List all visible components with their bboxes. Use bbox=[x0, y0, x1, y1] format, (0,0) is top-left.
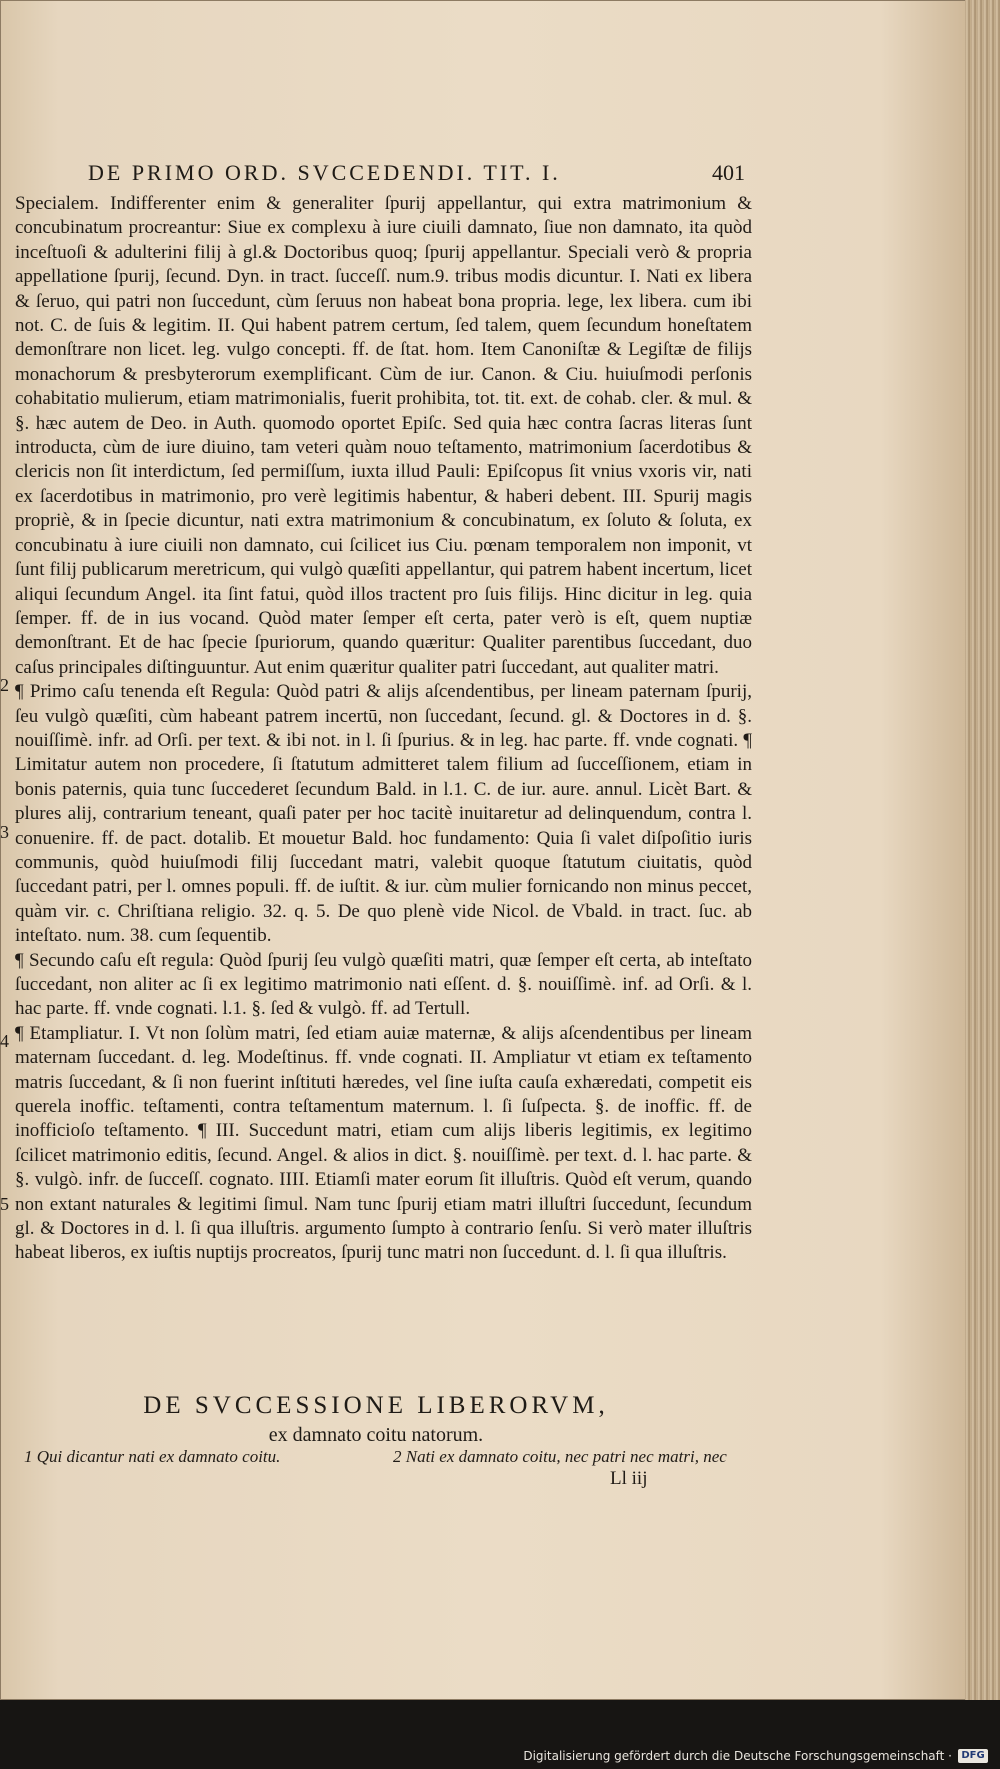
section-title: DE SVCCESSIONE LIBERORVM, bbox=[143, 1392, 609, 1419]
paragraph-3: ¶ Secundo caſu eſt regula: Quòd ſpurij ſeu vulgò quæſiti matri, quæ ſemper eſt certa, ab inteſtato ſuccedant, non aliter ac ſi ex legitimo matrimonio nati eſſent. d. §. nouiſſimè. inf. ad Orſi. & l. hac parte. ff. vnde cognati. l.1. §. ſed & vulgò. ff. ad Tertull. bbox=[15, 949, 752, 1020]
paragraph-1: Specialem. Indifferenter enim & generaliter ſpurij appellantur, qui extra matrimonium & concubinatum procreantur: Siue ex complexu à iure ciuili damnato, ſiue non damnato, ita quòd inceſtuoſi & adulterini filij à gl.& Doctoribus quoq; ſpurij appellantur. Speciali verò & propria appellatione ſpurij, ſecund. Dyn. in tract. ſucceſſ. num.9. tribus modis dicuntur. I. Nati ex libera & ſeruo, qui patri non ſuccedunt, cùm ſeruus non habeat bona propria. lege, lex libera. cum ibi not. C. de ſuis & legitim. II. Qui habent patrem certum, ſed talem, quem ſecundum honeſtatem demonſtrare non licet. leg. vulgo concepti. ff. de ſtat. hom. Item Canoniſtæ & Legiſtæ de filijs monachorum & presbyterorum exemplificant. Cùm de iur. Canon. & Ciu. huiuſmodi perſonis cohabitatio mulierum, etiam matrimonialis, fuerit prohibita, tot. tit. ext. de cohab. cler. & mul. & §. hæc autem de Deo. in Auth. quomodo oportet Epiſc. Sed quia hæc contra ſacras literas ſunt introducta, cùm de iure diuino, tam veteri quàm nouo teſtamento, matrimonium ſacerdotibus & clericis non ſit interdictum, ſed permiſſum, iuxta illud Pauli: Epiſcopus ſit vnius vxoris vir, nati ex ſacerdotibus in matrimonio, pro verè legitimis habentur, & haberi debent. III. Spurij magis propriè, & in ſpecie dicuntur, nati extra matrimonium & concubinatum, ex ſoluto & ſoluta, ex concubinatu à iure ciuili non damnato, cui ſcilicet ius Ciu. pœnam temporalem non imponit, vt ſunt filij publicarum meretricum, qui vulgò quæſiti appellantur, qui patrem habent incertum, licet aliqui ſecundum Angel. ita ſint fatui, quòd illos tractent pro ſuis filijs. Hinc dicitur in leg. quia ſemper. ff. de in ius vocand. Quòd mater ſemper eſt certa, pater verò is eſt, quem nuptiæ demonſtrant. Et de hac ſpecie ſpuriorum, quando quæritur: Qualiter parentibus ſuccedant, duo caſus principales diſtinguuntur. Aut enim quæritur qualiter patri ſuccedant, aut qualiter matri. bbox=[15, 193, 752, 678]
summary-item-2-number: 2 bbox=[393, 1447, 402, 1466]
section-heading bbox=[86, 1392, 666, 1447]
signature-mark: Ll iij bbox=[610, 1468, 648, 1489]
paragraph-2: ¶ Primo caſu tenenda eſt Regula: Quòd patri & alijs aſcendentibus, per lineam paternam ſpurij, ſeu vulgò quæſiti, cùm habeant patrem incertū, non ſuccedant, ſecund. gl. & Doctores in d. §. nouiſſimè. infr. ad Orſi. per text. & ibi not. in l. ſi ſpurius. & in leg. hac parte. ff. vnde cognati. ¶ Limitatur autem non procedere, ſi ſtatutum admitteret talem filium ad ſucceſſionem, etiam in bonis paternis, quia tunc ſuccederet ſecundum Bald. in l.1. C. de iur. aure. annul. Licèt Bart. & plures alij, contrarium teneant, quaſi pater per hoc tacitè inuitaretur ad delinquendum, contra l. conuenire. ff. de pact. dotalib. Et mouetur Bald. hoc fundamento: Quia ſi valet diſpoſitio iuris communis, quòd huiuſmodi filij ſuccedant matri, valebit quoque ſtatutum ciuitatis, quòd ſuccedant patri, per l. omnes populi. ff. de iuſtit. & iur. cùm mulier fornicando non minus peccet, quàm vir. c. Chriſtiana religio. 32. q. 5. De quo plenè vide Nicol. de Vbald. in tract. ſuc. ab inteſtato. num. 38. cum ſequentib. bbox=[15, 681, 752, 947]
scan-footer bbox=[0, 1700, 1000, 1769]
margin-number-3: 3 bbox=[0, 822, 9, 842]
margin-number-4: 4 bbox=[0, 1031, 9, 1051]
page-edge-stack bbox=[965, 0, 1000, 1700]
page-number: 401 bbox=[712, 160, 745, 185]
margin-number-5: 5 bbox=[0, 1194, 9, 1214]
body-text bbox=[15, 192, 752, 1266]
section-subtitle: ex damnato coitu natorum. bbox=[268, 1424, 484, 1446]
paragraph-4: ¶ Etampliatur. I. Vt non ſolùm matri, ſed etiam auiæ maternæ, & alijs aſcendentibus per lineam maternam ſuccedant. d. leg. Modeſtinus. ff. vnde cognati. II. Ampliatur vt etiam ex teſtamento matris ſuccedant, & ſi non fuerint inſtituti hæredes, vel ſine iuſta cauſa exhæredati, competit eis querela inoffic. teſtamenti, contra teſtamentum maternum. l. ſi ſuſpecta. §. de inoffic. ff. de inofficioſo teſtamento. ¶ III. Succedunt matri, etiam cum alijs liberis legitimis, ex legitimo ſcilicet matrimonio editis, ſecund. Angel. & alios in dict. §. nouiſſimè. per text. d. l. hac parte. & §. vulgò. infr. de ſucceſſ. cognato. IIII. Etiamſi mater eorum ſit illuſtris. Quòd eſt verum, quando non extant naturales & legitimi ſimul. Nam tunc ſpurij etiam matri illuſtri ſuccedunt, ſecundum gl. & Doctores in d. l. ſi qua illuſtris. argumento ſumpto à contrario ſenſu. Si verò mater illuſtris habeat liberos, ex iuſtis nuptijs procreatos, ſpurij tunc matri non ſuccedunt. d. l. ſi qua illuſtris. bbox=[15, 1022, 752, 1264]
funding-credit bbox=[523, 1749, 988, 1763]
summary-item-1 bbox=[24, 1447, 280, 1467]
summary-item-1-text: Qui dicantur nati ex damnato coitu. bbox=[36, 1447, 281, 1466]
margin-number-2: 2 bbox=[0, 675, 9, 695]
running-title: DE PRIMO ORD. SVCCEDENDI. TIT. I. bbox=[88, 160, 561, 185]
dfg-logo-icon: DFG bbox=[958, 1749, 988, 1763]
summary-item-2 bbox=[393, 1447, 727, 1467]
summary-item-2-text: Nati ex damnato coitu, nec patri nec matri, nec bbox=[405, 1447, 727, 1466]
funding-credit-text: Digitalisierung gefördert durch die Deutsche Forschungsgemeinschaft · bbox=[523, 1749, 952, 1763]
summary-item-1-number: 1 bbox=[24, 1447, 33, 1466]
